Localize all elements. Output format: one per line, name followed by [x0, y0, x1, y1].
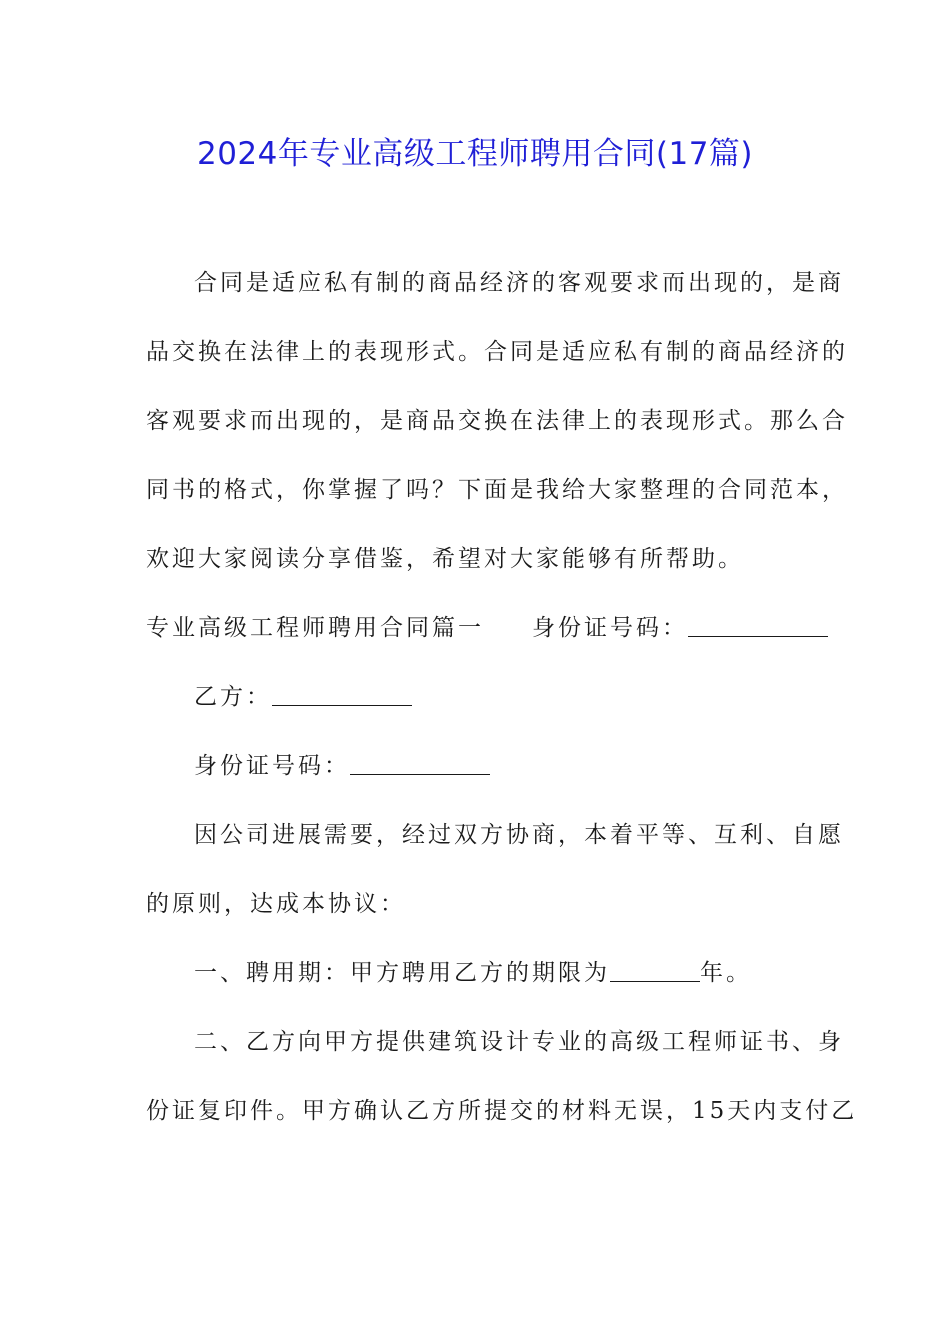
document-body	[146, 249, 858, 1146]
agreement-line-1: 因公司进展需要，经过双方协商，本着平等、互利、自愿	[194, 822, 844, 848]
party-b-blank	[272, 683, 412, 706]
id-number-line-2	[146, 732, 806, 801]
party-b-label: 乙方：	[194, 684, 272, 710]
id-number-label-1: 身份证号码：	[532, 615, 688, 641]
section-heading: 专业高级工程师聘用合同篇一	[146, 615, 484, 641]
id-number-label-2: 身份证号码：	[194, 753, 350, 779]
intro-line-4: 同书的格式，你掌握了吗？下面是我给大家整理的合同范本，	[146, 477, 848, 503]
clause-1-line	[146, 939, 806, 1008]
intro-line-2: 品交换在法律上的表现形式。合同是适应私有制的商品经济的	[146, 339, 848, 365]
clause-1-prefix: 一、聘用期：甲方聘用乙方的期限为	[194, 960, 610, 986]
clause-2-line-1: 二、乙方向甲方提供建筑设计专业的高级工程师证书、身	[194, 1029, 844, 1055]
id-number-blank-2	[350, 752, 490, 775]
party-b-line	[146, 663, 806, 732]
intro-line-1: 合同是适应私有制的商品经济的客观要求而出现的，是商	[194, 270, 844, 296]
clause-1-suffix: 年。	[700, 960, 752, 986]
clause-2-line-2: 份证复印件。甲方确认乙方所提交的材料无误，15天内支付乙	[146, 1098, 858, 1124]
term-years-blank	[610, 959, 700, 982]
document-title: 2024年专业高级工程师聘用合同(17篇)	[196, 136, 754, 172]
agreement-line-2: 的原则，达成本协议：	[146, 891, 406, 917]
id-number-blank-1	[688, 614, 828, 637]
intro-line-5: 欢迎大家阅读分享借鉴，希望对大家能够有所帮助。	[146, 546, 744, 572]
intro-line-3: 客观要求而出现的，是商品交换在法律上的表现形式。那么合	[146, 408, 848, 434]
section-heading-line	[146, 594, 806, 663]
